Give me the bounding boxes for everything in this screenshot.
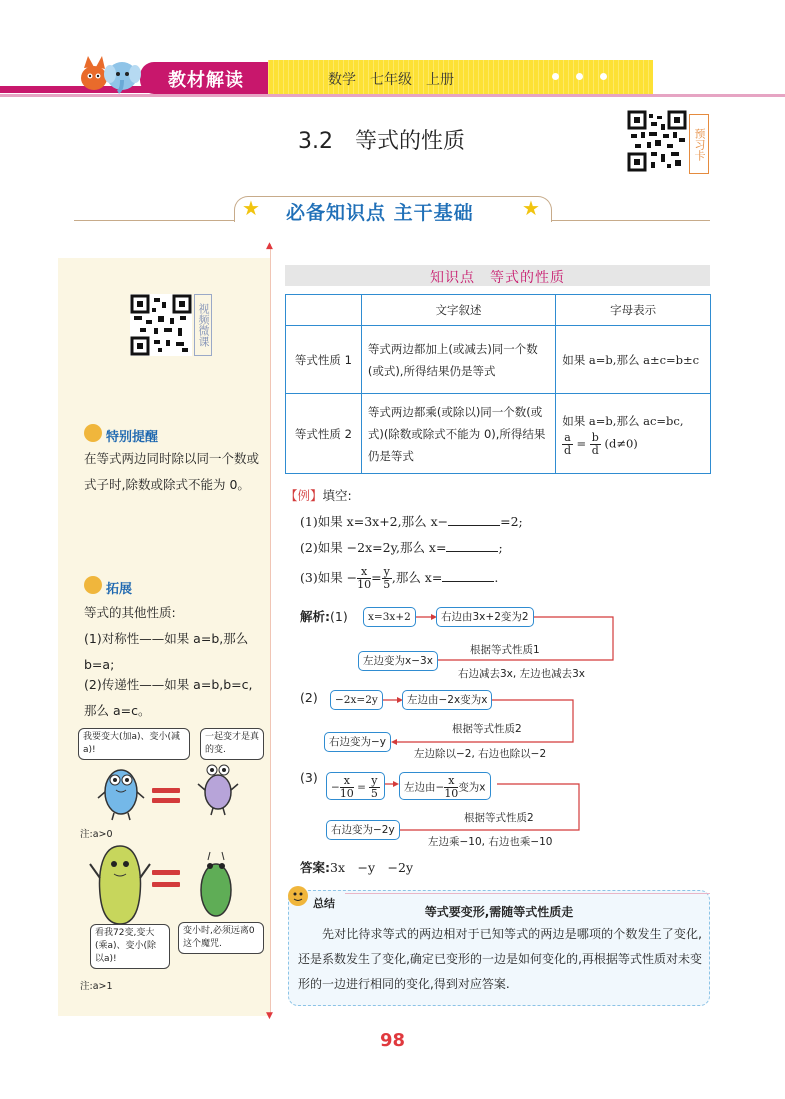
reminder-title: 特别提醒 bbox=[106, 430, 159, 445]
example-prompt: 填空: bbox=[322, 488, 352, 503]
formula-fraction-line bbox=[562, 432, 704, 457]
extension-mascot-icon bbox=[84, 576, 102, 594]
flow-rule: 根据等式性质2 bbox=[452, 723, 522, 735]
lime-character-icon bbox=[88, 842, 152, 926]
header-yellow-strip bbox=[268, 60, 653, 94]
table-cell-text: 等式两边都乘(或除以)同一个数(或式)(除数或除式不能为 0),所得结果仍是等式 bbox=[361, 394, 555, 474]
star-icon: ★ bbox=[522, 196, 540, 220]
fraction: $\frac{a}{d}$ bbox=[564, 431, 572, 457]
qr-code-icon[interactable] bbox=[627, 110, 687, 172]
flow-box: 右边由3x+2变为2 bbox=[436, 607, 534, 627]
answer-blank[interactable] bbox=[446, 551, 498, 552]
flow-note: 左边除以−2, 右边也除以−2 bbox=[414, 748, 547, 760]
speech-bubble: 一起变才是真的变. bbox=[200, 728, 264, 760]
table-cell-formula bbox=[556, 394, 711, 474]
table-row bbox=[286, 394, 711, 474]
question-1: (1)如果 x=3x+2,那么 x− =2; bbox=[300, 514, 523, 529]
green-character-icon bbox=[194, 848, 238, 922]
extension-intro: 等式的其他性质: bbox=[84, 605, 176, 620]
answer-label: 答案: bbox=[300, 860, 330, 875]
summary-body: 先对比待求等式的两边相对于已知等式的两边是哪项的个数发生了变化,还是系数发生了变化,确定已变形的一边是如何变化的,再根据等式性质对未变形的一边进行相同的变化,得到对应答案. bbox=[298, 927, 702, 991]
qr-top-tag: 预习卡 bbox=[689, 114, 709, 174]
flow-box: 左边由−2x变为x bbox=[402, 690, 492, 710]
reminder-mascot-icon bbox=[84, 424, 102, 442]
summary-title: 等式要变形,需随等式性质走 bbox=[424, 905, 574, 919]
equals-sign-icon bbox=[152, 798, 180, 803]
example-heading bbox=[285, 486, 352, 504]
flow-box: x=3x+2 bbox=[363, 607, 416, 627]
example-tag: 【例】 bbox=[285, 488, 323, 503]
formula-line: 如果 a=b,那么 ac=bc, bbox=[562, 414, 684, 428]
answer-values: 3x −y −2y bbox=[330, 860, 414, 875]
table-cell-name: 等式性质 2 bbox=[286, 394, 362, 474]
answer-blank[interactable] bbox=[448, 525, 500, 526]
extension-item: (2)传递性——如果 a=b,b=c,那么 a=c。 bbox=[84, 677, 253, 718]
flow-note: 左边乘−10, 右边也乘−10 bbox=[428, 836, 553, 848]
answer-line bbox=[300, 858, 413, 876]
knowledge-point-title: 知识点 等式的性质 bbox=[430, 270, 565, 286]
qr-code-icon[interactable] bbox=[130, 294, 192, 356]
table-header-cell: 文字叙述 bbox=[361, 295, 555, 326]
purple-character-icon bbox=[196, 760, 240, 816]
header-band bbox=[0, 56, 785, 98]
question-3: (3)如果 − $\frac{x}{10}$ = $\frac{y}{5}$ ,那么 x= . bbox=[300, 565, 499, 591]
equals-sign-icon bbox=[152, 882, 180, 887]
knowledge-banner bbox=[74, 196, 710, 222]
series-title: 教材解读 bbox=[168, 70, 244, 91]
flow-box: 左边变为x−3x bbox=[358, 651, 438, 671]
answer-blank[interactable] bbox=[442, 581, 494, 582]
page-number: 98 bbox=[379, 1030, 406, 1051]
equals-text: = bbox=[576, 436, 587, 451]
qr-side-tag: 视频微课 bbox=[194, 294, 212, 356]
dot-icon bbox=[600, 73, 607, 80]
section-title: 3.2 等式的性质 bbox=[298, 129, 465, 154]
sidebar-divider bbox=[270, 244, 271, 1016]
blue-character-icon bbox=[96, 762, 146, 822]
knowledge-point-bar bbox=[285, 265, 710, 286]
header-stripe bbox=[0, 94, 785, 97]
flow-note: 右边减去3x, 左边也减去3x bbox=[458, 668, 585, 680]
flow-box-fraction: − $\frac{x}{10}$ = $\frac{y}{5}$ bbox=[326, 772, 385, 800]
fraction: $\frac{b}{d}$ bbox=[591, 431, 599, 457]
flow-rule: 根据等式性质2 bbox=[464, 812, 534, 824]
arrow-down-icon: ▼ bbox=[266, 1011, 273, 1021]
flow-box: 右边变为−2y bbox=[326, 820, 400, 840]
analysis-step-3: (3) bbox=[300, 770, 318, 785]
table-header-row bbox=[286, 295, 711, 326]
dot-icon bbox=[576, 73, 583, 80]
flow-rule: 根据等式性质1 bbox=[470, 644, 540, 656]
reminder-text: 在等式两边同时除以同一个数或式子时,除数或除式不能为 0。 bbox=[84, 451, 260, 492]
flow-box-fraction: 左边由− $\frac{x}{10}$ 变为x bbox=[399, 772, 491, 800]
extension-title: 拓展 bbox=[106, 582, 133, 597]
analysis-step-2: (2) bbox=[300, 690, 318, 705]
speech-bubble: 我要变大(加a)、变小(减a)! bbox=[78, 728, 190, 760]
summary-divider bbox=[345, 893, 710, 894]
note-text: 注:a>0 bbox=[80, 829, 113, 840]
banner-text: 必备知识点 主干基础 bbox=[286, 202, 474, 224]
arrow-up-icon: ▲ bbox=[266, 241, 273, 251]
equals-sign-icon bbox=[152, 788, 180, 793]
table-cell-text: 等式两边都加上(或减去)同一个数(或式),所得结果仍是等式 bbox=[361, 326, 555, 394]
extension-item: (1)对称性——如果 a=b,那么b=a; bbox=[84, 631, 249, 672]
table-cell-name: 等式性质 1 bbox=[286, 326, 362, 394]
flow-box: 右边变为−y bbox=[324, 732, 391, 752]
note-text: 注:a>1 bbox=[80, 981, 113, 992]
star-icon: ★ bbox=[242, 196, 260, 220]
summary-label: 总结 bbox=[313, 897, 335, 910]
table-cell-formula: 如果 a=b,那么 a±c=b±c bbox=[556, 326, 711, 394]
condition-text: (d≠0) bbox=[604, 436, 638, 451]
speech-bubble: 变小时,必须远离0这个魔咒. bbox=[178, 922, 264, 954]
table-header-cell bbox=[286, 295, 362, 326]
analysis-heading: 解析:(1) bbox=[300, 609, 348, 624]
subject-label: 数学 七年级 上册 bbox=[328, 72, 454, 88]
speech-bubble: 看我72变,变大(乘a)、变小(除以a)! bbox=[90, 924, 170, 969]
dot-icon bbox=[552, 73, 559, 80]
flow-box: −2x=2y bbox=[330, 690, 383, 710]
table-row bbox=[286, 326, 711, 394]
question-2: (2)如果 −2x=2y,那么 x= ; bbox=[300, 540, 503, 555]
properties-table bbox=[285, 294, 711, 474]
mascot-logo-icon bbox=[74, 54, 144, 94]
equals-sign-icon bbox=[152, 870, 180, 875]
table-header-cell: 字母表示 bbox=[556, 295, 711, 326]
